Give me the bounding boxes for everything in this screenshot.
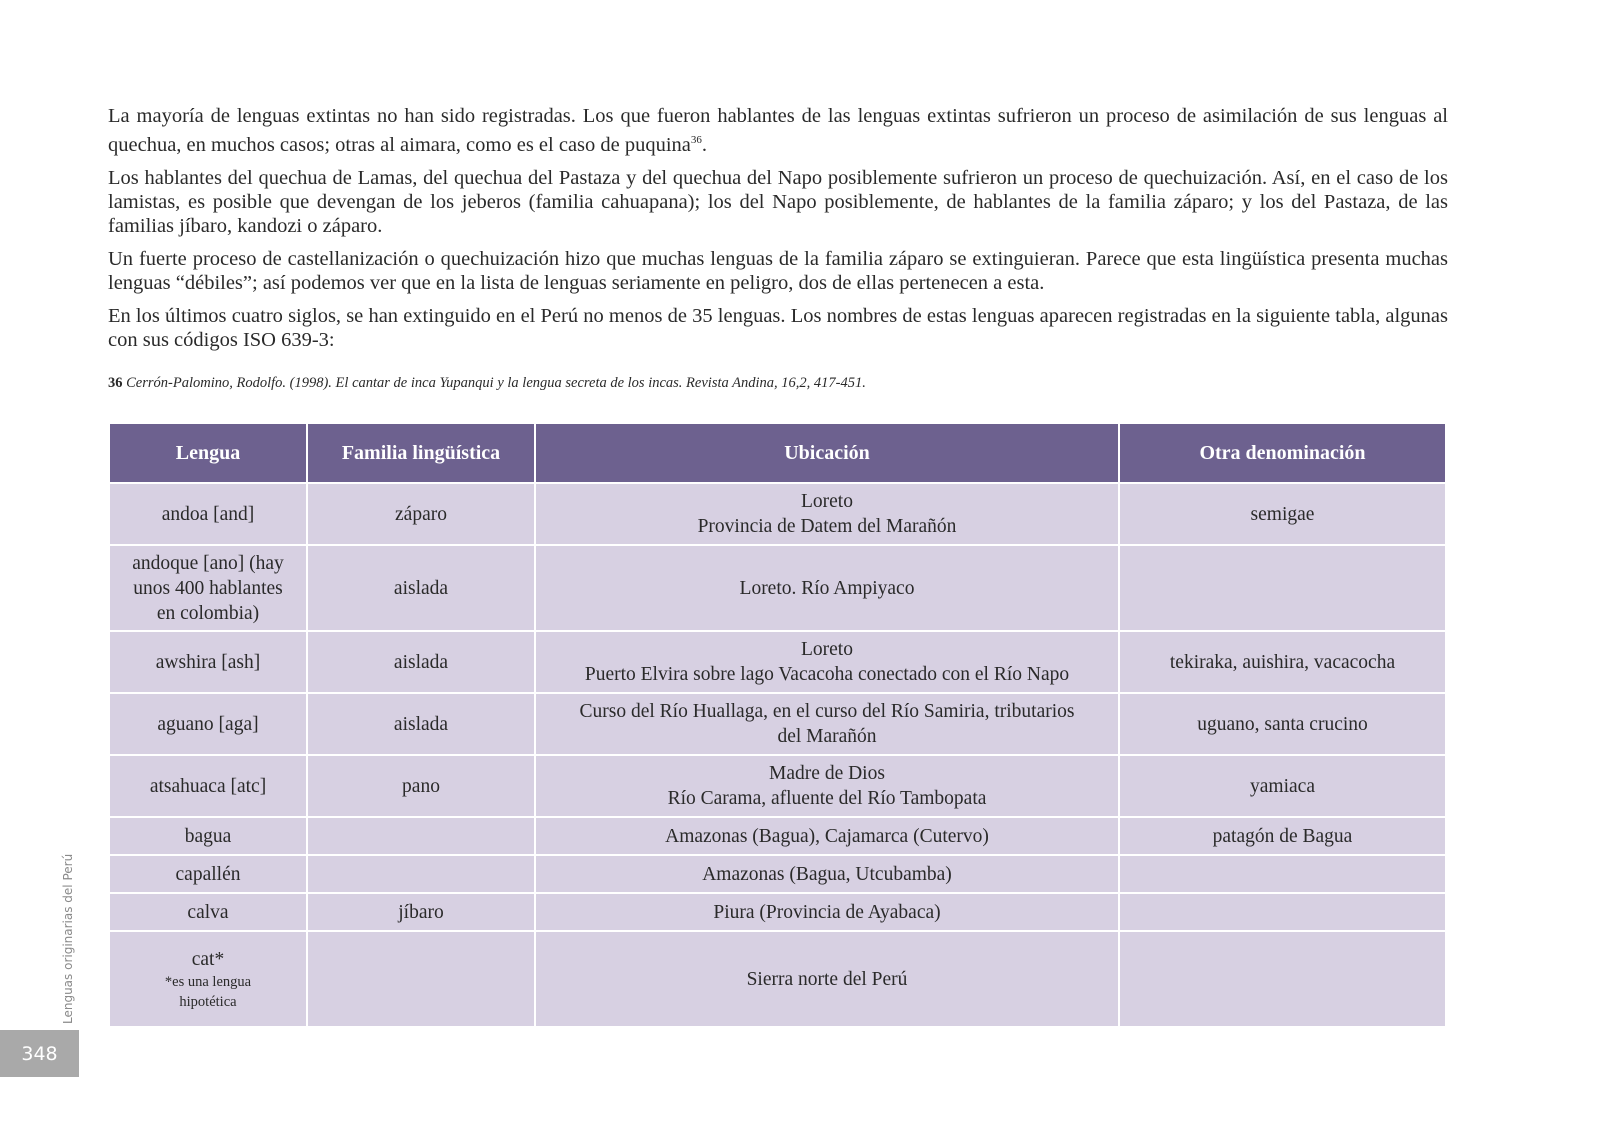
cell-ubicacion-line: Loreto [801,491,853,512]
table-row [109,893,1446,931]
paragraph-1: La mayoría de lenguas extintas no han sido registradas. Los que fueron hablantes de las lenguas extintas sufrieron un proceso de asimilación de sus lenguas al quechua, en muchos casos; otras al aimara, como es el caso de puquina$^{36}$. [108,105,1448,156]
cell-note-line: hipotética [179,993,237,1010]
cell-ubicacion-line: Piura (Provincia de Ayabaca) [713,901,941,923]
cell-lengua-line: en colombia) [156,602,260,624]
table-row [109,931,1446,1027]
cell-ubicacion-line: Sierra norte del Perú [746,968,908,990]
footnote-number: 36 [108,375,123,391]
cell-lengua-line: bagua [184,825,232,847]
cell-lengua-line: atsahuaca [atc] [149,775,267,797]
table-body [109,483,1446,1027]
cell-lengua [109,931,307,1027]
footnote [108,375,1448,392]
cell-ubicacion-line: Provincia de Datem del Marañón [697,516,957,537]
table-row [109,755,1446,817]
cell-ubicacion [535,483,1119,545]
table-row [109,631,1446,693]
cell-otra-denominacion [1119,545,1446,631]
cell-lengua [109,893,307,931]
cell-ubicacion-line: Loreto. Río Ampiyaco [739,577,915,599]
paragraph-2: Los hablantes del quechua de Lamas, del quechua del Pastaza y del quechua del Napo posiblemente sufrieron un proceso de quechuización. Así, en el caso de los lamistas, es posible que devengan de los jeberos (familia cahuapana); los del Napo posiblemente, de hablantes de la familia záparo; y los del Pastaza, de las familias jíbaro, kandozi o záparo. [108,166,1448,237]
cell-lengua [109,483,307,545]
cell-ubicacion [535,631,1119,693]
table-header-row [109,423,1446,483]
cell-ubicacion [535,545,1119,631]
cell-familia: pano [307,755,535,817]
page-number: 348 [0,1030,79,1077]
cell-familia: záparo [307,483,535,545]
cell-ubicacion [535,893,1119,931]
extinct-languages-table [108,422,1447,1028]
footnote-text: Cerrón-Palomino, Rodolfo. (1998). El cantar de inca Yupanqui y la lengua secreta de los incas. Revista Andina, 16,2, 417-451. [126,375,866,391]
sidebar-book-title: Lenguas originarias del Perú [61,853,75,1024]
cell-lengua [109,545,307,631]
paragraph-3: Un fuerte proceso de castellanización o quechuización hizo que muchas lenguas de la familia záparo se extinguieran. Parece que esta lingüística presenta muchas lenguas “débiles”; así podemos ver que en la lista de lenguas seriamente en peligro, dos de ellas pertenecen a esta. [108,247,1448,294]
cell-otra-denominacion: yamiaca [1119,755,1446,817]
cell-ubicacion [535,931,1119,1027]
cell-lengua [109,631,307,693]
body-text [108,104,1448,361]
header-familia: Familia lingüística [307,423,535,483]
cell-lengua-line: calva [187,901,229,923]
header-lengua: Lengua [109,423,307,483]
cell-ubicacion-line: Curso del Río Huallaga, en el curso del Río Samiria, tributarios [579,701,1075,722]
cell-ubicacion [535,755,1119,817]
cell-familia: aislada [307,693,535,755]
cell-ubicacion-line: del Marañón [777,726,877,747]
cell-lengua [109,855,307,893]
cell-otra-denominacion [1119,931,1446,1027]
cell-otra-denominacion: tekiraka, auishira, vacacocha [1119,631,1446,693]
cell-familia: aislada [307,545,535,631]
table-row [109,817,1446,855]
cell-familia [307,817,535,855]
cell-lengua [109,817,307,855]
cell-ubicacion [535,693,1119,755]
header-otra-denominacion: Otra denominación [1119,423,1446,483]
cell-otra-denominacion: patagón de Bagua [1119,817,1446,855]
cell-lengua-line: andoque [ano] (hay [132,552,284,574]
table-row [109,483,1446,545]
cell-ubicacion [535,855,1119,893]
cell-ubicacion-line: Madre de Dios [769,763,885,784]
cell-lengua [109,693,307,755]
cell-familia [307,931,535,1027]
paragraph-4: En los últimos cuatro siglos, se han extinguido en el Perú no menos de 35 lenguas. Los nombres de estas lenguas aparecen registradas en la siguiente tabla, algunas con sus códigos ISO 639-3: [108,304,1448,351]
table-row [109,693,1446,755]
cell-otra-denominacion: semigae [1119,483,1446,545]
cell-lengua-line: cat* [191,948,225,970]
cell-familia: jíbaro [307,893,535,931]
cell-lengua-line: aguano [aga] [157,713,259,735]
cell-lengua-line: andoa [and] [161,503,255,525]
cell-ubicacion-line: Loreto [801,639,853,660]
table-row [109,855,1446,893]
header-ubicacion: Ubicación [535,423,1119,483]
cell-lengua-line: capallén [175,863,241,885]
table-row [109,545,1446,631]
cell-lengua-line: awshira [ash] [155,651,261,673]
cell-ubicacion-line: Puerto Elvira sobre lago Vacacoha conectado con el Río Napo [584,664,1070,685]
footnote-ref[interactable]: 36 [690,134,702,146]
cell-otra-denominacion [1119,855,1446,893]
cell-lengua [109,755,307,817]
cell-otra-denominacion: uguano, santa crucino [1119,693,1446,755]
cell-ubicacion-line: Amazonas (Bagua, Utcubamba) [702,863,952,885]
cell-familia: aislada [307,631,535,693]
cell-ubicacion [535,817,1119,855]
cell-note-line: *es una lengua [164,973,252,990]
cell-otra-denominacion [1119,893,1446,931]
cell-familia [307,855,535,893]
cell-lengua-line: unos 400 hablantes [133,577,283,599]
cell-ubicacion-line: Amazonas (Bagua), Cajamarca (Cutervo) [665,825,989,847]
cell-ubicacion-line: Río Carama, afluente del Río Tambopata [667,788,987,809]
